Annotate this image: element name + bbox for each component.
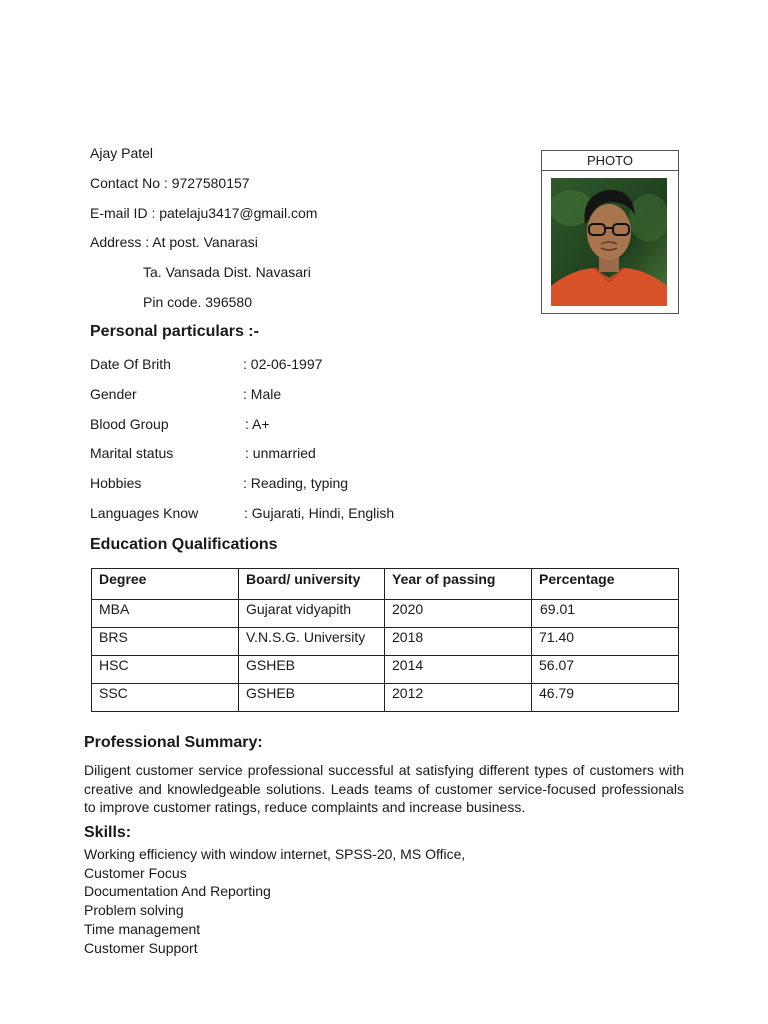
- personal-value: : Gujarati, Hindi, English: [244, 505, 395, 521]
- table-cell: 2020: [385, 600, 532, 628]
- table-cell: GSHEB: [239, 656, 385, 684]
- table-cell: Gujarat vidyapith: [239, 600, 385, 628]
- column-header: Degree: [92, 569, 239, 600]
- personal-key: Gender: [90, 386, 137, 402]
- personal-key: Languages Know: [90, 505, 199, 521]
- table-cell: SSC: [92, 684, 239, 712]
- email-address: E-mail ID : patelaju3417@gmail.com: [90, 205, 318, 221]
- table-cell: 2012: [385, 684, 532, 712]
- table-cell: 69.01: [532, 600, 679, 628]
- list-item: Problem solving: [84, 902, 184, 919]
- address-line-3: Pin code. 396580: [143, 294, 252, 310]
- candidate-name: Ajay Patel: [90, 145, 154, 161]
- table-cell: 2018: [385, 628, 532, 656]
- personal-key: Marital status: [90, 445, 174, 461]
- skills-heading: Skills:: [84, 824, 132, 841]
- photo-frame: [541, 150, 679, 314]
- photo-label: PHOTO: [587, 153, 633, 168]
- personal-key: Blood Group: [90, 416, 169, 432]
- table-cell: HSC: [92, 656, 239, 684]
- address-line-2: Ta. Vansada Dist. Navasari: [143, 264, 311, 280]
- table-cell: 46.79: [532, 684, 679, 712]
- personal-value: : Reading, typing: [243, 475, 349, 491]
- personal-value: : 02-06-1997: [243, 356, 323, 372]
- skills-list: [84, 845, 465, 957]
- table-cell: 2014: [385, 656, 532, 684]
- list-item: Documentation And Reporting: [84, 883, 271, 900]
- contact-number: Contact No : 9727580157: [90, 175, 250, 191]
- education-table: [91, 568, 679, 712]
- summary-heading: Professional Summary:: [84, 734, 263, 751]
- address-line-1: Address : At post. Vanarasi: [90, 234, 258, 250]
- table-cell: 71.40: [532, 628, 679, 656]
- table-cell: BRS: [92, 628, 239, 656]
- list-item: Working efficiency with window internet, SPSS-20, MS Office,: [84, 846, 466, 862]
- table-header-row: [92, 569, 679, 600]
- personal-value: : unmarried: [245, 445, 316, 461]
- summary-text: Diligent customer service professional successful at satisfying different types of customers with creative and knowledgeable solutions. Leads teams of customer service-focused professionals to improve customer ratings, reduce complaints and increase business.: [84, 762, 684, 815]
- personal-key: Hobbies: [90, 475, 142, 491]
- list-item: Time management: [84, 920, 201, 937]
- table-cell: MBA: [92, 600, 239, 628]
- table-cell: 56.07: [532, 656, 679, 684]
- personal-particulars-heading: Personal particulars :-: [90, 323, 259, 340]
- education-heading: Education Qualifications: [90, 536, 278, 553]
- personal-key: Date Of Brith: [90, 356, 171, 372]
- table-cell: V.N.S.G. University: [239, 628, 385, 656]
- column-header: Board/ university: [239, 569, 385, 600]
- column-header: Percentage: [532, 569, 679, 600]
- column-header: Year of passing: [385, 569, 532, 600]
- table-cell: GSHEB: [239, 684, 385, 712]
- table-row: [92, 628, 679, 656]
- personal-value: : Male: [243, 386, 282, 402]
- profile-photo: [551, 178, 667, 306]
- table-row: [92, 656, 679, 684]
- personal-value: : A+: [245, 416, 270, 432]
- list-item: Customer Support: [84, 939, 198, 956]
- table-row: [92, 684, 679, 712]
- photo-divider: [542, 170, 678, 171]
- table-row: [92, 600, 679, 628]
- list-item: Customer Focus: [84, 864, 187, 881]
